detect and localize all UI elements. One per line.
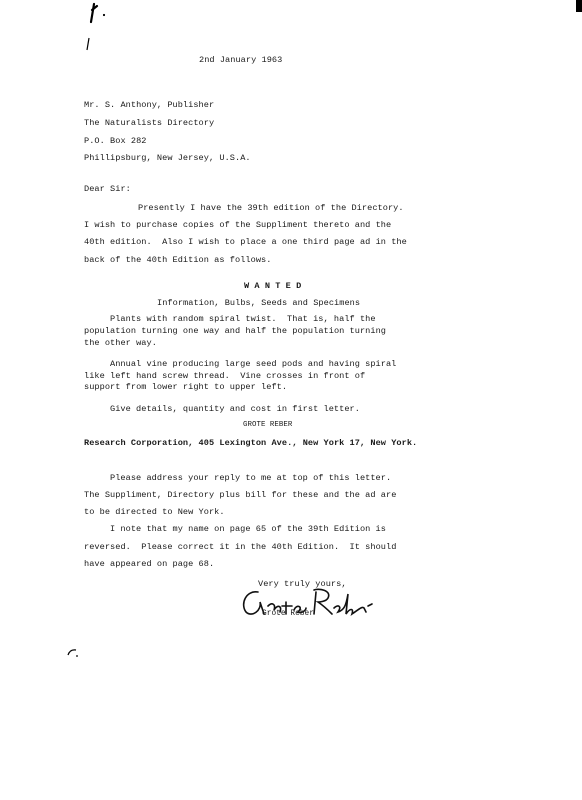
ad-para2-line: Annual vine producing large seed pods and having spiral [110, 359, 397, 369]
recipient-line: Mr. S. Anthony, Publisher [84, 100, 215, 110]
ad-heading: W A N T E D [244, 281, 302, 291]
salutation: Dear Sir: [84, 184, 131, 194]
scan-edge-mark [576, 0, 582, 12]
typed-signatory-name: Grote Reber [262, 610, 315, 618]
body-line: have appeared on page 68. [84, 559, 215, 569]
closing: Very truly yours, [258, 579, 347, 589]
ad-para1-line: the other way. [84, 338, 157, 348]
ad-para3: Give details, quantity and cost in first letter. [110, 404, 360, 414]
handwritten-mark-bottom [64, 645, 84, 663]
letter-date: 2nd January 1963 [199, 55, 283, 65]
ad-para2-line: like left hand screw thread. Vine crosses in front of [84, 371, 366, 381]
ad-para1-line: Plants with random spiral twist. That is, half the [110, 314, 376, 324]
body-line: The Suppliment, Directory plus bill for these and the ad are [84, 490, 397, 500]
intro-line: I wish to purchase copies of the Suppliment thereto and the [84, 220, 392, 230]
body-line: Please address your reply to me at top of this letter. [110, 473, 392, 483]
ad-para1-line: population turning one way and half the population turning [84, 326, 387, 336]
ad-address: Research Corporation, 405 Lexington Ave., New York 17, New York. [84, 438, 418, 448]
intro-line: Presently I have the 39th edition of the Directory. [138, 203, 404, 213]
intro-line: back of the 40th Edition as follows. [84, 255, 272, 265]
ad-name: GROTE REBER [243, 421, 293, 429]
body-line: reversed. Please correct it in the 40th Edition. It should [84, 542, 397, 552]
handwritten-mark-top [86, 2, 116, 54]
ad-para2-line: support from lower right to upper left. [84, 382, 288, 392]
recipient-line: The Naturalists Directory [84, 118, 215, 128]
body-line: I note that my name on page 65 of the 39th Edition is [110, 524, 386, 534]
body-line: to be directed to New York. [84, 507, 225, 517]
intro-line: 40th edition. Also I wish to place a one third page ad in the [84, 237, 407, 247]
recipient-line: Phillipsburg, New Jersey, U.S.A. [84, 153, 251, 163]
ad-subheading: Information, Bulbs, Seeds and Specimens [157, 298, 361, 308]
recipient-line: P.O. Box 282 [84, 136, 147, 146]
